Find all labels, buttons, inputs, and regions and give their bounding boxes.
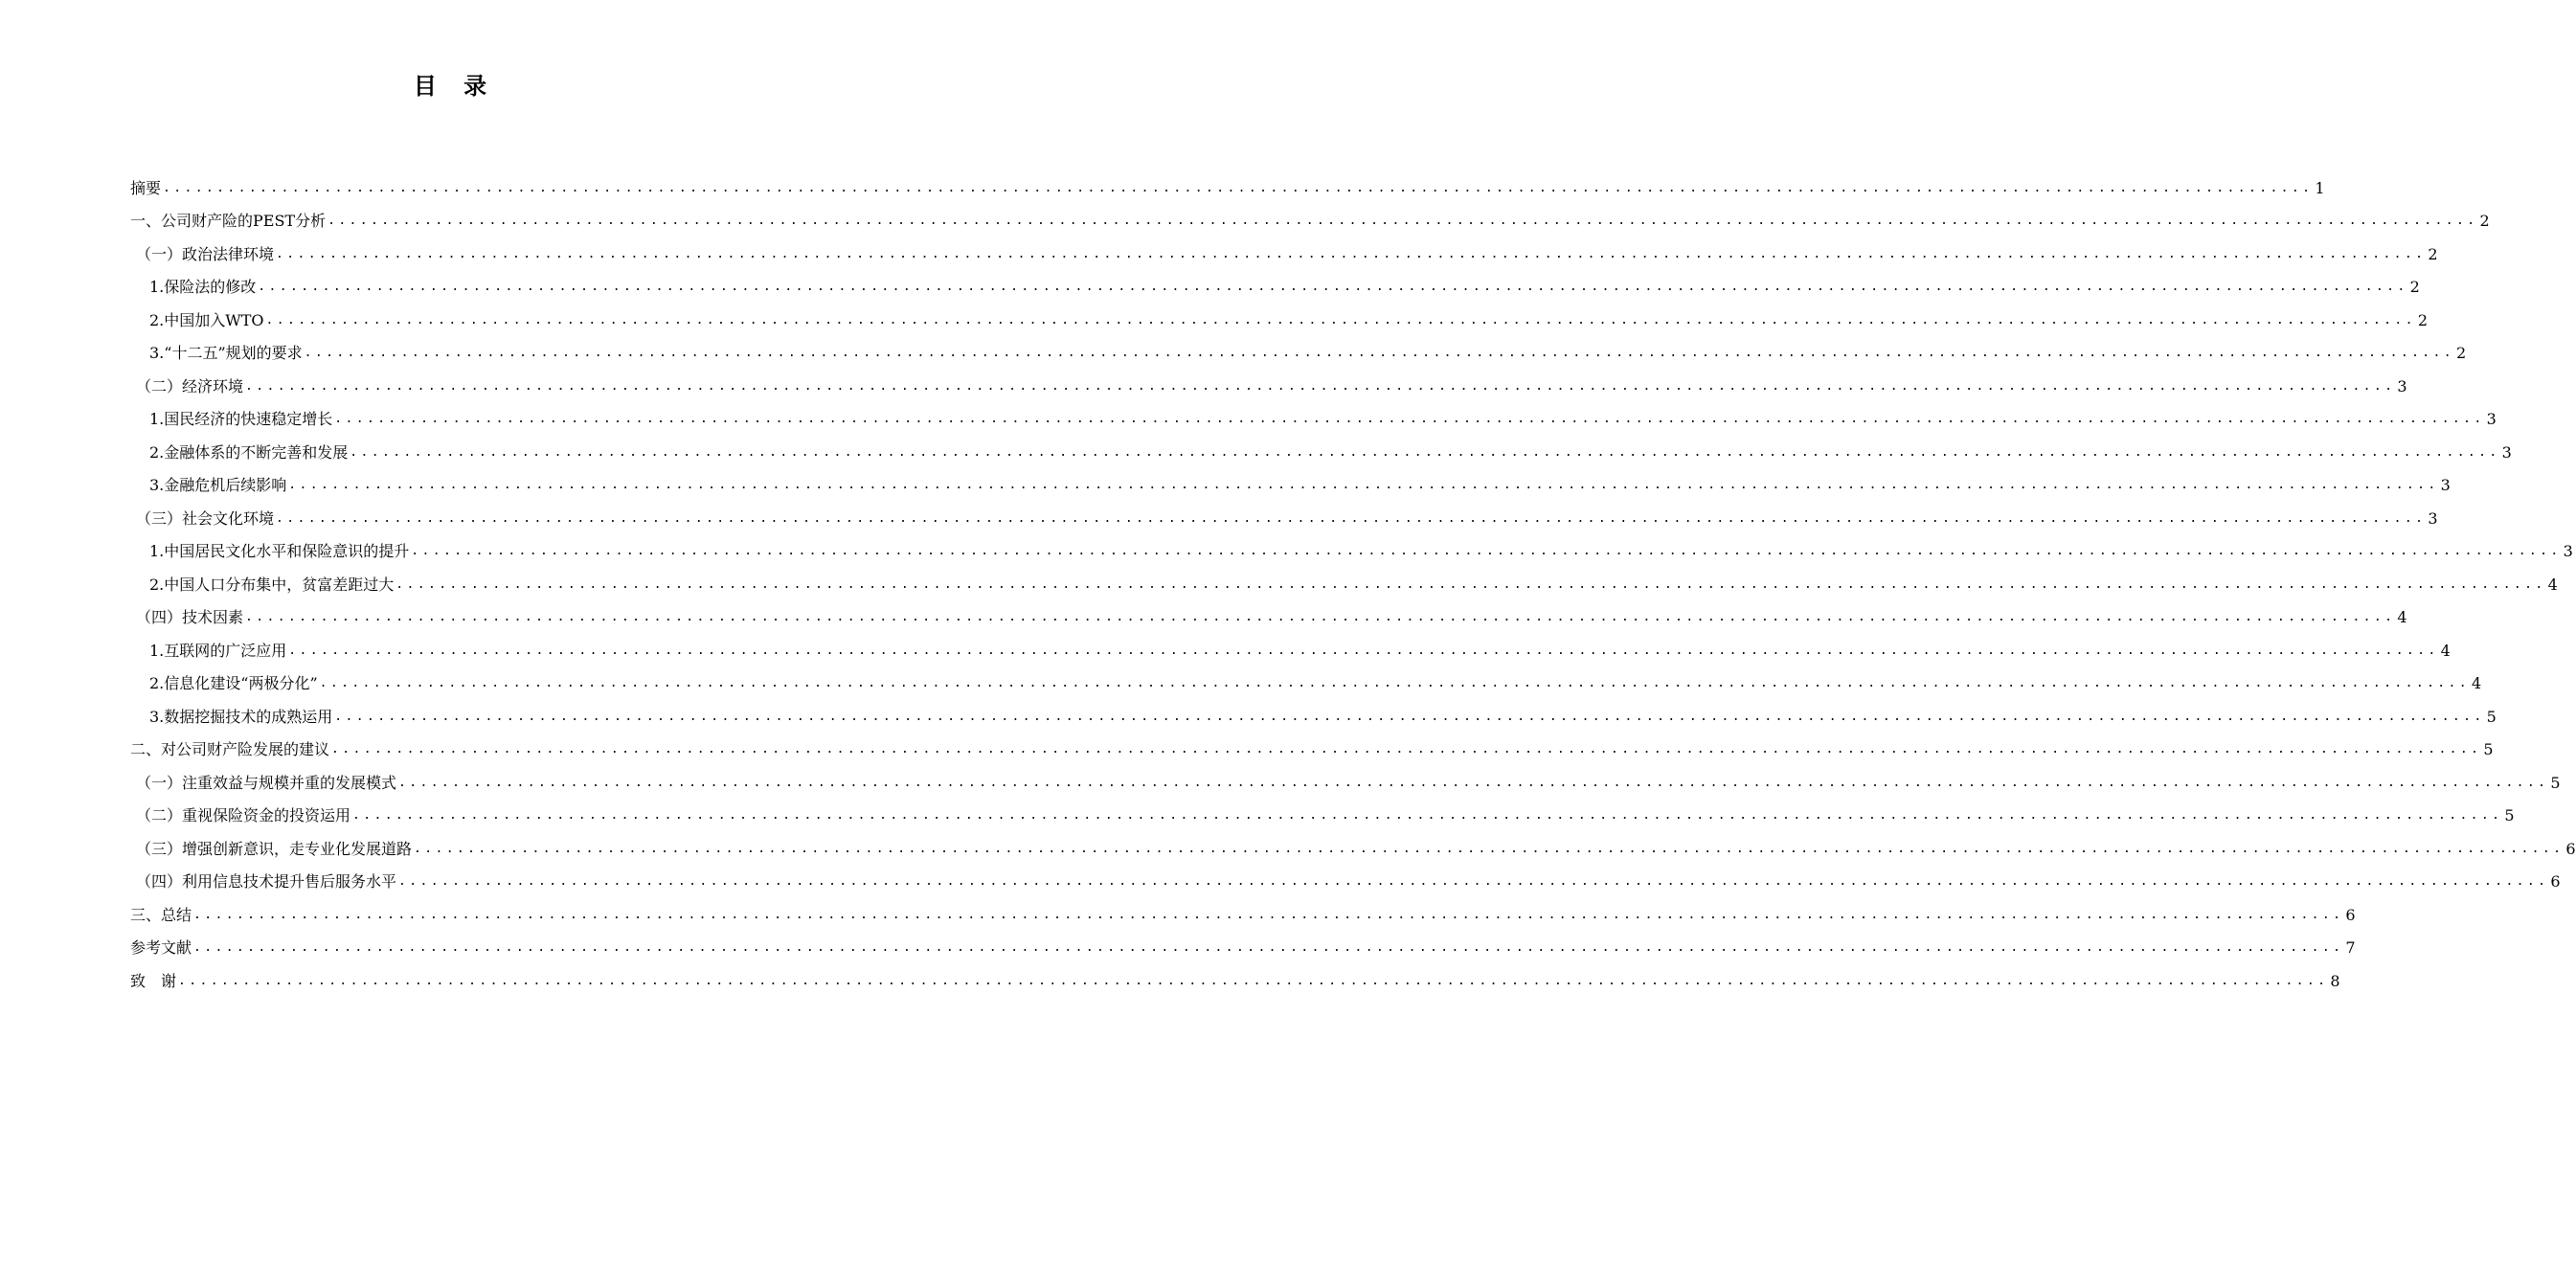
- toc-entry-page-number: 7: [2345, 938, 2356, 957]
- toc-entry[interactable]: [130, 264, 2420, 298]
- toc-dot-leader: ........................................................................................................................................................................................................: [245, 378, 2396, 394]
- toc-entry-label: 三、总结: [130, 905, 192, 924]
- toc-entry-page-number: 2: [2417, 310, 2429, 329]
- toc-dot-leader: ........................................................................................................................................................................................................: [276, 510, 2427, 526]
- toc-dot-leader: ........................................................................................................................................................................................................: [276, 246, 2427, 261]
- toc-entry-page-number: 3: [2563, 542, 2573, 560]
- toc-entry[interactable]: [130, 363, 2407, 396]
- toc-dot-leader: ........................................................................................................................................................................................................: [398, 874, 2549, 889]
- toc-dot-leader: ........................................................................................................................................................................................................: [328, 214, 2478, 228]
- toc-entry-label: 2.中国加入WTO: [149, 310, 264, 329]
- toc-entry[interactable]: [130, 463, 2451, 496]
- table-of-contents: [130, 165, 2576, 991]
- toc-entry[interactable]: [130, 595, 2407, 628]
- toc-entry-page-number: 5: [2550, 773, 2561, 792]
- toc-dot-leader: ........................................................................................................................................................................................................: [193, 907, 2344, 922]
- toc-dot-leader: ........................................................................................................................................................................................................: [331, 742, 2482, 756]
- toc-dot-leader: ........................................................................................................................................................................................................: [178, 973, 2329, 988]
- toc-entry-page-number: 5: [2486, 707, 2497, 726]
- toc-entry-page-number: 2: [2455, 344, 2467, 362]
- toc-entry[interactable]: [130, 793, 2515, 826]
- toc-entry[interactable]: [130, 429, 2512, 463]
- page-title: 目 录: [413, 73, 497, 100]
- toc-entry[interactable]: [130, 627, 2451, 661]
- toc-entry-label: 一、公司财产险的PEST分析: [130, 212, 327, 230]
- toc-entry-page-number: 5: [2504, 806, 2515, 824]
- toc-entry-label: 3.“十二五”规划的要求: [149, 344, 303, 362]
- toc-dot-leader: ........................................................................................................................................................................................................: [258, 280, 2408, 294]
- toc-dot-leader: ........................................................................................................................................................................................................: [334, 412, 2485, 426]
- toc-entry-page-number: 4: [2440, 641, 2451, 660]
- toc-entry-label: （一）政治法律环境: [136, 244, 275, 263]
- toc-entry[interactable]: [130, 759, 2561, 793]
- toc-entry[interactable]: [130, 825, 2576, 859]
- toc-dot-leader: ........................................................................................................................................................................................................: [398, 775, 2549, 790]
- toc-entry[interactable]: [130, 561, 2558, 595]
- toc-entry-page-number: 2: [2428, 244, 2438, 263]
- toc-dot-leader: ........................................................................................................................................................................................................: [163, 180, 2314, 195]
- toc-entry[interactable]: [130, 396, 2497, 430]
- toc-entry-page-number: 3: [2428, 508, 2438, 528]
- toc-entry-label: （一）注重效益与规模并重的发展模式: [136, 773, 397, 792]
- toc-dot-leader: ........................................................................................................................................................................................................: [334, 709, 2485, 724]
- toc-entry[interactable]: [130, 330, 2467, 364]
- toc-entry-label: 1.互联网的广泛应用: [149, 641, 287, 660]
- toc-dot-leader: ........................................................................................................................................................................................................: [411, 544, 2562, 558]
- toc-entry-label: （四）技术因素: [136, 608, 244, 626]
- toc-entry[interactable]: [130, 859, 2561, 892]
- toc-dot-leader: ........................................................................................................................................................................................................: [288, 478, 2439, 492]
- toc-dot-leader: ........................................................................................................................................................................................................: [304, 346, 2454, 360]
- toc-entry-label: 3.数据挖掘技术的成熟运用: [149, 707, 333, 726]
- toc-entry-label: 二、对公司财产险发展的建议: [130, 740, 330, 758]
- toc-dot-leader: ........................................................................................................................................................................................................: [245, 610, 2396, 624]
- toc-entry-page-number: 3: [2397, 376, 2407, 395]
- toc-dot-leader: ........................................................................................................................................................................................................: [350, 444, 2500, 460]
- toc-entry-page-number: 5: [2483, 740, 2494, 758]
- toc-entry-label: 2.金融体系的不断完善和发展: [149, 442, 349, 462]
- toc-entry-page-number: 4: [2547, 575, 2558, 594]
- toc-dot-leader: ........................................................................................................................................................................................................: [395, 576, 2546, 592]
- toc-entry-page-number: 2: [2409, 278, 2420, 296]
- toc-dot-leader: ........................................................................................................................................................................................................: [414, 841, 2565, 856]
- toc-entry-page-number: 8: [2330, 971, 2340, 990]
- toc-entry-page-number: 6: [2565, 839, 2576, 858]
- toc-entry-page-number: 3: [2501, 442, 2512, 462]
- toc-entry-page-number: 4: [2397, 608, 2407, 626]
- toc-entry-label: 3.金融危机后续影响: [149, 476, 287, 494]
- toc-entry-label: 2.信息化建设“两极分化”: [149, 674, 318, 692]
- toc-entry-page-number: 2: [2479, 212, 2490, 230]
- toc-entry[interactable]: [130, 661, 2482, 694]
- toc-entry[interactable]: [130, 958, 2340, 991]
- toc-entry-page-number: 4: [2471, 674, 2482, 692]
- toc-entry-label: （二）经济环境: [136, 376, 244, 395]
- toc-entry-label: （三）增强创新意识，走专业化发展道路: [136, 839, 413, 858]
- toc-entry[interactable]: [130, 693, 2497, 727]
- toc-entry[interactable]: [130, 892, 2356, 925]
- toc-dot-leader: ........................................................................................................................................................................................................: [352, 808, 2503, 823]
- toc-entry-label: 摘要: [130, 178, 162, 197]
- toc-entry-page-number: 6: [2550, 872, 2561, 891]
- toc-dot-leader: ........................................................................................................................................................................................................: [288, 643, 2439, 658]
- toc-dot-leader: ........................................................................................................................................................................................................: [193, 940, 2344, 955]
- toc-dot-leader: ........................................................................................................................................................................................................: [319, 676, 2470, 690]
- toc-entry[interactable]: [130, 925, 2356, 959]
- toc-entry-label: 致 谢: [130, 971, 177, 990]
- toc-entry[interactable]: [130, 297, 2429, 330]
- toc-entry[interactable]: [130, 231, 2438, 264]
- toc-entry-label: 1.保险法的修改: [149, 278, 257, 296]
- toc-entry-label: （四）利用信息技术提升售后服务水平: [136, 872, 397, 891]
- toc-entry-label: 参考文献: [130, 938, 192, 957]
- toc-entry[interactable]: [130, 727, 2494, 760]
- toc-entry-label: （三）社会文化环境: [136, 508, 275, 528]
- toc-entry-label: （二）重视保险资金的投资运用: [136, 806, 351, 824]
- toc-entry[interactable]: [130, 165, 2325, 198]
- toc-entry-page-number: 6: [2345, 905, 2356, 924]
- toc-entry-page-number: 1: [2315, 178, 2325, 197]
- toc-entry-label: 2.中国人口分布集中，贫富差距过大: [149, 575, 395, 594]
- toc-entry-label: 1.中国居民文化水平和保险意识的提升: [149, 542, 410, 560]
- toc-entry[interactable]: [130, 495, 2438, 529]
- toc-entry[interactable]: [130, 529, 2573, 562]
- toc-dot-leader: ........................................................................................................................................................................................................: [265, 312, 2416, 327]
- toc-entry-label: 1.国民经济的快速稳定增长: [149, 410, 333, 428]
- toc-entry-page-number: 3: [2486, 410, 2497, 428]
- toc-entry[interactable]: [130, 198, 2490, 232]
- toc-entry-page-number: 3: [2440, 476, 2451, 494]
